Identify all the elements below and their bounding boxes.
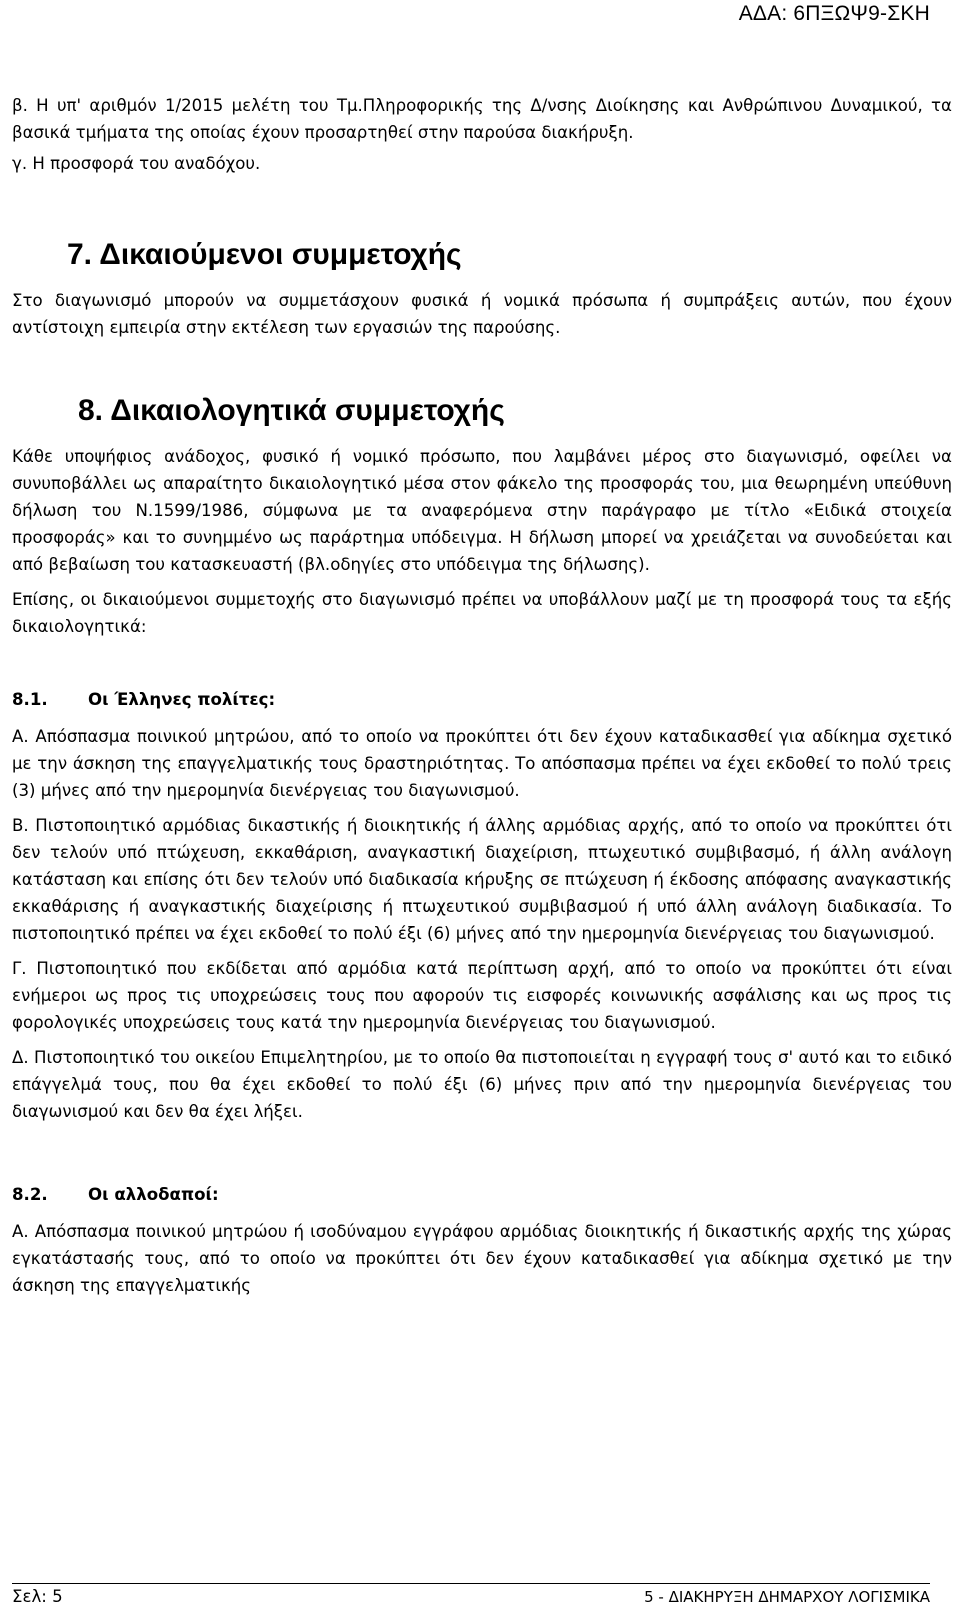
item-8-1-a: Α. Απόσπασμα ποινικού μητρώου, από το οποίο να προκύπτει ότι δεν έχουν καταδικασθεί για αδίκημα σχετικό με την άσκηση της επαγγελματικής τους δραστηριότητας. Το απόσπασμα πρέπει να έχει εκδοθεί το πολύ τρεις (3) μήνες από την ημερομηνία διενέργειας του διαγωνισμού.: [12, 727, 952, 800]
item-8-1-c: Γ. Πιστοποιητικό που εκδίδεται από αρμόδια κατά περίπτωση αρχή, από το οποίο να προκύπτει ότι είναι ενήμεροι ως προς τις υποχρεώσεις τους που αφορούν τις εισφορές κοινωνικής ασφάλισης και ως προς τις φορολογικές υποχρεώσεις τους κατά την ημερομηνία διενέργειας του διαγωνισμού.: [12, 959, 952, 1032]
section-8-paragraph-1: Κάθε υποψήφιος ανάδοχος, φυσικό ή νομικό πρόσωπο, που λαμβάνει μέρος στο διαγωνισμό, οφείλει να συνυποβάλλει ως απαραίτητο δικαιολογητικό μέσα στον φάκελο της προσφοράς του, μια θεωρημένη υπεύθυνη δήλωση του Ν.1599/1986, σύμφωνα με τα αναφερόμενα στην παράγραφο με τίτλο «Ειδικά στοιχεία προσφοράς» και το συνημμένο ως παράρτημα υπόδειγμα. Η δήλωση μπορεί να χρειάζεται να συνοδεύεται και από βεβαίωση του κατασκευαστή (βλ.οδηγίες στο υπόδειγμα της δήλωσης).: [12, 447, 952, 574]
subsection-number: 8.1.: [12, 690, 48, 709]
page-number: Σελ: 5: [12, 1587, 63, 1606]
document-label: 5 - ΔΙΑΚΗΡΥΞΗ ΔΗΜΑΡΧΟΥ ΛΟΓΙΣΜΙΚΑ: [644, 1588, 930, 1606]
section-number: 8.: [78, 394, 104, 427]
section-7-text: Στο διαγωνισμό μπορούν να συμμετάσχουν φυσικά ή νομικά πρόσωπα ή συμπράξεις αυτών, που έχουν αντίστοιχη εμπειρία στην εκτέλεση των εργασιών της παρούσης.: [12, 291, 952, 337]
intro-item-c: γ. Η προσφορά του αναδόχου.: [12, 154, 261, 173]
document-body: [12, 92, 952, 1299]
intro-item-b: β. Η υπ' αριθμόν 1/2015 μελέτη του Τμ.Πληροφορικής της Δ/νσης Διοίκησης και Ανθρώπινου Δυναμικού, τα βασικά τμήματα της οποίας έχουν προσαρτηθεί στην παρούσα διακήρυξη.: [12, 96, 952, 142]
section-8-paragraph-2: Επίσης, οι δικαιούμενοι συμμετοχής στο διαγωνισμό πρέπει να υποβάλλουν μαζί με τη προσφορά τους τα εξής δικαιολογητικά:: [12, 590, 952, 636]
subsection-number: 8.2.: [12, 1185, 48, 1204]
ada-code: ΑΔΑ: 6ΠΞΩΨ9-ΣΚΗ: [738, 2, 930, 25]
section-8-heading: [12, 391, 952, 431]
item-8-1-d: Δ. Πιστοποιητικό του οικείου Επιμελητηρίου, με το οποίο θα πιστοποιείται η εγγραφή τους σ' αυτό και το ειδικό επάγγελμά τους, που θα έχει εκδοθεί το πολύ έξι (6) μήνες πριν από την ημερομηνία διενέργειας του διαγωνισμού και δεν θα έχει λήξει.: [12, 1048, 952, 1121]
section-7-heading: [12, 235, 952, 275]
item-8-1-b: Β. Πιστοποιητικό αρμόδιας δικαστικής ή διοικητικής ή άλλης αρμόδιας αρχής, από το οποίο να προκύπτει ότι δεν τελούν υπό πτώχευση, εκκαθάριση, αναγκαστική διαχείριση, πτωχευτικό συμβιβασμό, ή άλλη ανάλογη κατάσταση και επίσης ότι δεν τελούν υπό διαδικασία κήρυξης σε πτώχευση ή έκδοσης απόφασης αναγκαστικής εκκαθάρισης ή αναγκαστικής διαχείρισης ή πτωχευτικού συμβιβασμού ή υπό άλλη ανάλογη διαδικασία. Το πιστοποιητικό πρέπει να έχει εκδοθεί το πολύ έξι (6) μήνες από την ημερομηνία διενέργειας του διαγωνισμού.: [12, 816, 952, 943]
footer-divider: [12, 1583, 930, 1584]
section-title: Δικαιούμενοι συμμετοχής: [99, 238, 462, 271]
section-number: 7.: [67, 238, 93, 271]
item-8-2-a: Α. Απόσπασμα ποινικού μητρώου ή ισοδύναμου εγγράφου αρμόδιας διοικητικής ή δικαστικής αρχής της χώρας εγκατάστασής τους, από το οποίο να προκύπτει ότι δεν έχουν καταδικασθεί για αδίκημα σχετικό με την άσκηση της επαγγελματικής: [12, 1222, 952, 1295]
subsection-8-1-heading: [12, 686, 952, 713]
subsection-title: Οι αλλοδαποί:: [88, 1185, 219, 1204]
subsection-title: Οι Έλληνες πολίτες:: [88, 690, 276, 709]
section-title: Δικαιολογητικά συμμετοχής: [110, 394, 505, 427]
subsection-8-2-heading: [12, 1181, 952, 1208]
